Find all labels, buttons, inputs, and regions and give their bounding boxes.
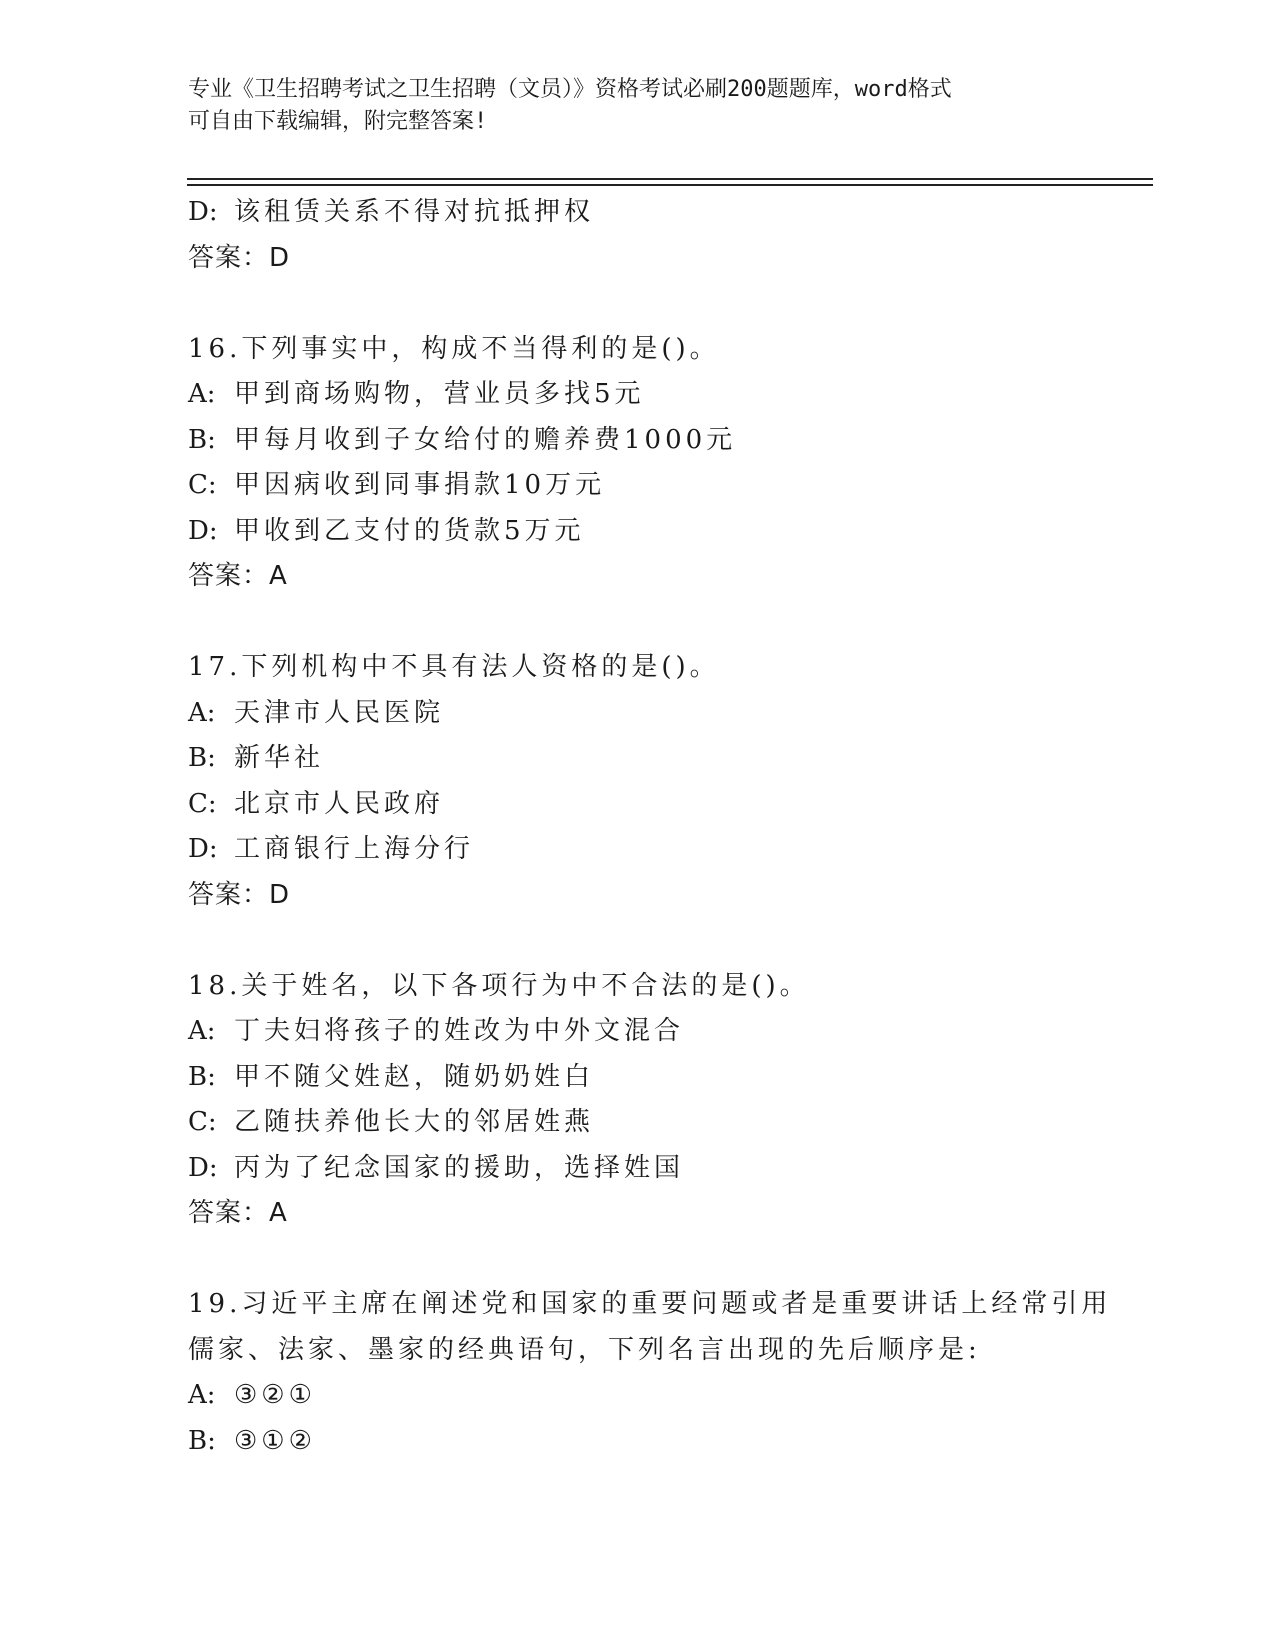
- option-text: 甲收到乙支付的货款5万元: [234, 515, 585, 546]
- option-text: ③①②: [234, 1425, 316, 1456]
- option-text: 丁夫妇将孩子的姓改为中外文混合: [234, 1016, 685, 1046]
- option-key: D:: [188, 515, 218, 546]
- header-divider-top: [187, 178, 1153, 180]
- document-body: [188, 190, 1112, 1464]
- option-text: 甲每月收到子女给付的赡养费1000元: [234, 424, 737, 455]
- option-text: 甲不随父姓赵，随奶奶姓白: [234, 1061, 595, 1092]
- option-key: C:: [188, 470, 217, 500]
- option-a: [188, 372, 1088, 418]
- document-header: [188, 74, 1068, 138]
- question-stem-line-2: 儒家、法家、墨家的经典语句，下列名言出现的先后顺序是:: [188, 1334, 981, 1365]
- question-stem-line-1: 19.习近平主席在阐述党和国家的重要问题或者是重要讲话上经常引用: [188, 1289, 1112, 1319]
- question-stem: 17.下列机构中不具有法人资格的是()。: [188, 652, 720, 682]
- option-key: D:: [188, 197, 218, 227]
- option-key: B:: [188, 1061, 216, 1092]
- option-text: 天津市人民医院: [234, 697, 445, 728]
- option-d: [188, 190, 1088, 236]
- option-text: ③②①: [234, 1380, 316, 1410]
- option-d: [188, 827, 1088, 873]
- option-key: C:: [188, 788, 217, 819]
- question-stem: 18.关于姓名，以下各项行为中不合法的是()。: [188, 970, 810, 1001]
- answer-line: 答案：D: [188, 879, 291, 910]
- header-divider-bottom: [187, 184, 1153, 186]
- answer-line: 答案：A: [188, 561, 288, 591]
- option-d: [188, 509, 1088, 555]
- header-line-2: 可自由下载编辑，附完整答案!: [188, 109, 488, 134]
- option-text: 新华社: [234, 743, 325, 773]
- option-key: A:: [188, 1380, 216, 1410]
- option-b: [188, 1055, 1088, 1101]
- spacer: [188, 600, 1088, 646]
- option-key: D:: [188, 1152, 218, 1183]
- option-key: C:: [188, 1107, 217, 1137]
- option-c: [188, 1100, 1088, 1146]
- option-c: [188, 463, 1088, 509]
- option-text: 丙为了纪念国家的援助，选择姓国: [234, 1152, 685, 1183]
- answer-line: 答案：D: [188, 242, 291, 273]
- option-key: B:: [188, 424, 216, 455]
- spacer: [188, 281, 1088, 327]
- option-key: A:: [188, 697, 216, 728]
- question-stem: 16.下列事实中，构成不当得利的是()。: [188, 333, 720, 364]
- option-text: 北京市人民政府: [234, 788, 445, 819]
- option-key: A:: [188, 379, 216, 409]
- option-d: [188, 1146, 1088, 1192]
- option-a: [188, 1009, 1088, 1055]
- option-key: B:: [188, 743, 216, 773]
- option-text: 甲到商场购物，营业员多找5元: [234, 379, 645, 409]
- option-key: D:: [188, 834, 218, 864]
- option-text: 甲因病收到同事捐款10万元: [234, 470, 606, 500]
- option-c: [188, 782, 1088, 828]
- option-text: 该租赁关系不得对抗抵押权: [234, 197, 595, 227]
- option-b: [188, 1419, 1088, 1465]
- option-a: [188, 691, 1088, 737]
- option-b: [188, 736, 1088, 782]
- spacer: [188, 918, 1088, 964]
- option-b: [188, 418, 1088, 464]
- header-line-1: 专业《卫生招聘考试之卫生招聘（文员）》资格考试必刷200题题库，word格式: [188, 77, 952, 102]
- option-a: [188, 1373, 1088, 1419]
- option-text: 工商银行上海分行: [234, 834, 475, 864]
- option-key: B:: [188, 1425, 216, 1456]
- option-key: A:: [188, 1016, 216, 1046]
- spacer: [188, 1237, 1088, 1283]
- answer-line: 答案：A: [188, 1198, 288, 1228]
- option-text: 乙随扶养他长大的邻居姓燕: [234, 1107, 595, 1137]
